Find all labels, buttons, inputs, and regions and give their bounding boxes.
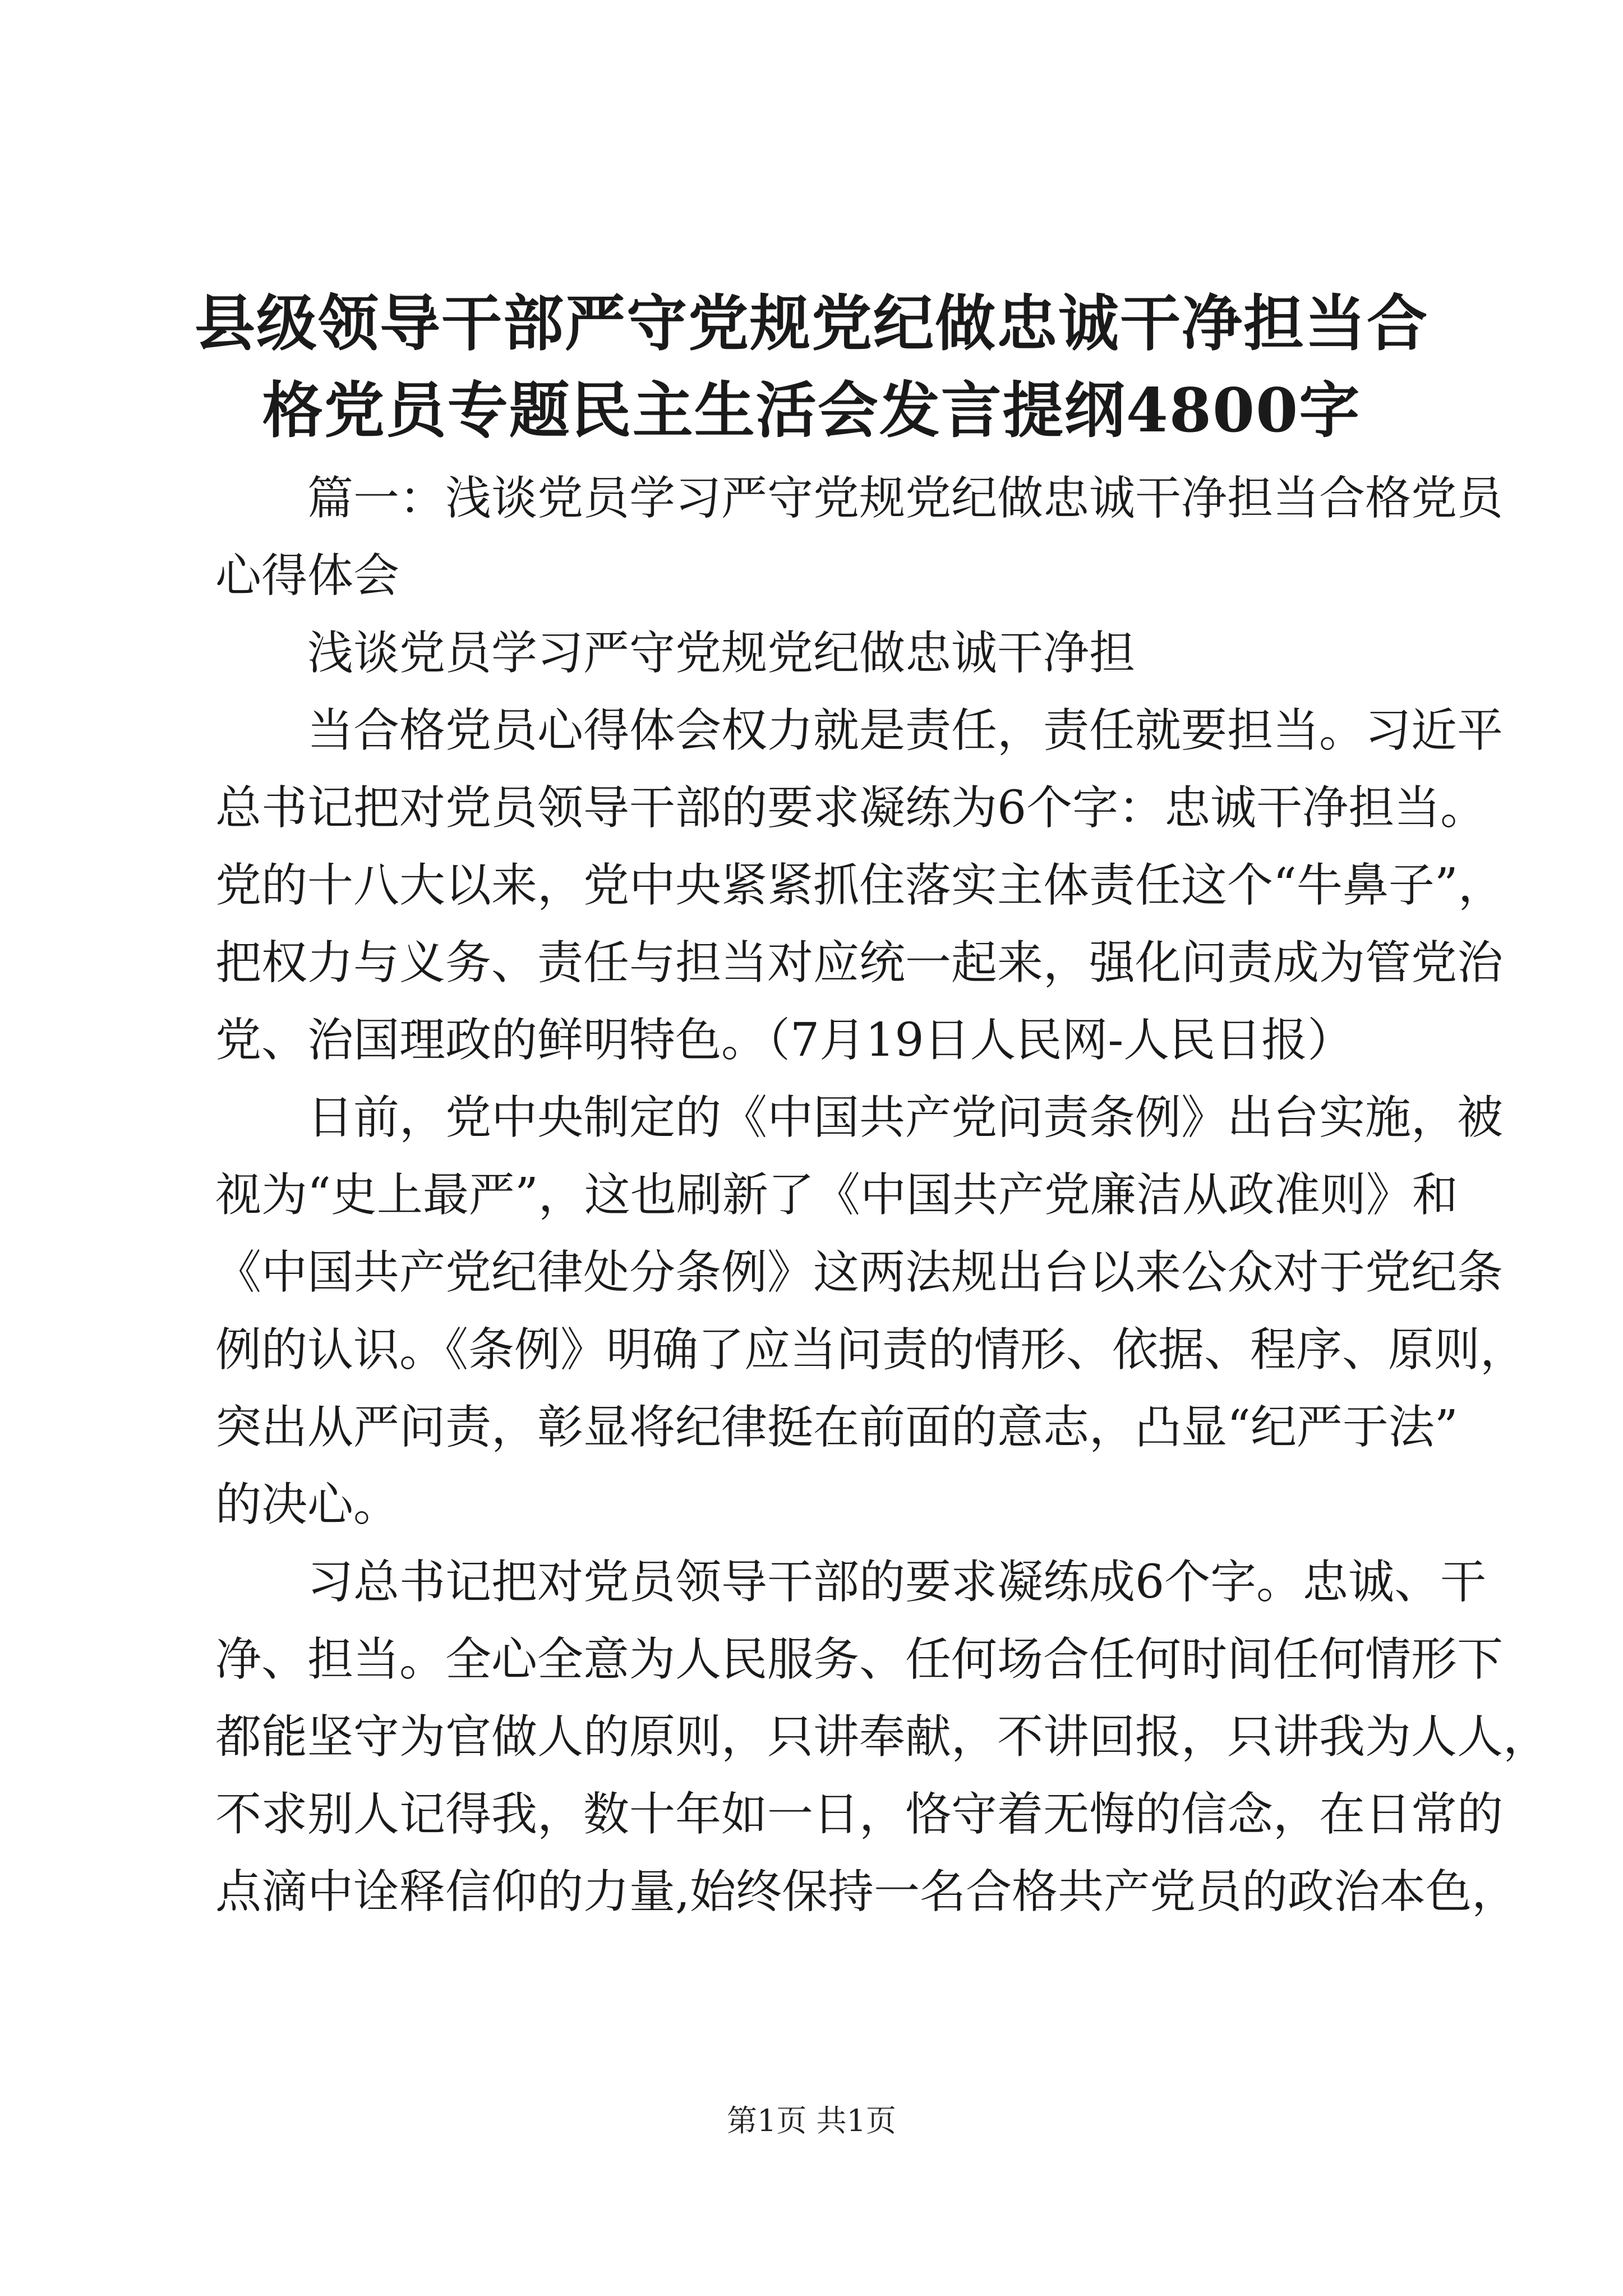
paragraph-line: 例的认识。《条例》明确了应当问责的情形、依据、程序、原则， <box>215 1323 1527 1377</box>
paragraph-line: 视为“史上最严”，这也刷新了《中国共产党廉洁从政准则》和 <box>215 1168 1458 1222</box>
paragraph-line: 都能坚守为官做人的原则，只讲奉献，不讲回报，只讲我为人人， <box>215 1710 1550 1764</box>
paragraph-line: 篇一：浅谈党员学习严守党规党纪做忠诚干净担当合格党员 <box>307 472 1504 525</box>
title-line-2: 格党员专题民主生活会发言提纲4800字 <box>262 375 1361 446</box>
paragraph-5 <box>215 1544 1550 1931</box>
title-line-1: 县级领导干部严守党规党纪做忠诚干净担当合 <box>194 288 1428 359</box>
paragraph-line: 日前，党中央制定的《中国共产党问责条例》出台实施，被 <box>307 1091 1504 1144</box>
document-body <box>215 460 1550 1931</box>
paragraph-1 <box>215 460 1504 615</box>
paragraph-line: 习总书记把对党员领导干部的要求凝练成6个字。忠诚、干 <box>307 1556 1487 1609</box>
paragraph-line: 把权力与义务、责任与担当对应统一起来，强化问责成为管党治 <box>215 936 1504 990</box>
paragraph-line: 突出从严问责，彰显将纪律挺在前面的意志，凸显“纪严于法” <box>215 1401 1458 1454</box>
paragraph-line: 的决心。 <box>215 1478 400 1531</box>
paragraph-line: 净、担当。全心全意为人民服务、任何场合任何时间任何情形下 <box>215 1633 1504 1686</box>
paragraph-4 <box>215 1079 1527 1544</box>
paragraph-line: 党、治国理政的鲜明特色。（7月19日人民网-人民日报） <box>215 1014 1354 1067</box>
paragraph-line: 浅谈党员学习严守党规党纪做忠诚干净担 <box>307 627 1136 680</box>
paragraph-3 <box>215 692 1504 1079</box>
paragraph-line: 不求别人记得我，数十年如一日，恪守着无悔的信念，在日常的 <box>215 1788 1504 1841</box>
document-title <box>185 280 1438 454</box>
page-footer: 第1页 共1页 <box>727 2103 896 2138</box>
paragraph-line: 党的十八大以来，党中央紧紧抓住落实主体责任这个“牛鼻子”， <box>215 859 1504 912</box>
paragraph-line: 总书记把对党员领导干部的要求凝练为6个字：忠诚干净担当。 <box>215 781 1487 835</box>
paragraph-line: 点滴中诠释信仰的力量,始终保持一名合格共产党员的政治本色， <box>215 1865 1518 1918</box>
paragraph-line: 心得体会 <box>215 549 400 602</box>
paragraph-2 <box>215 615 1415 692</box>
paragraph-line: 当合格党员心得体会权力就是责任，责任就要担当。习近平 <box>307 704 1504 757</box>
paragraph-line: 《中国共产党纪律处分条例》这两法规出台以来公众对于党纪条 <box>215 1246 1504 1299</box>
